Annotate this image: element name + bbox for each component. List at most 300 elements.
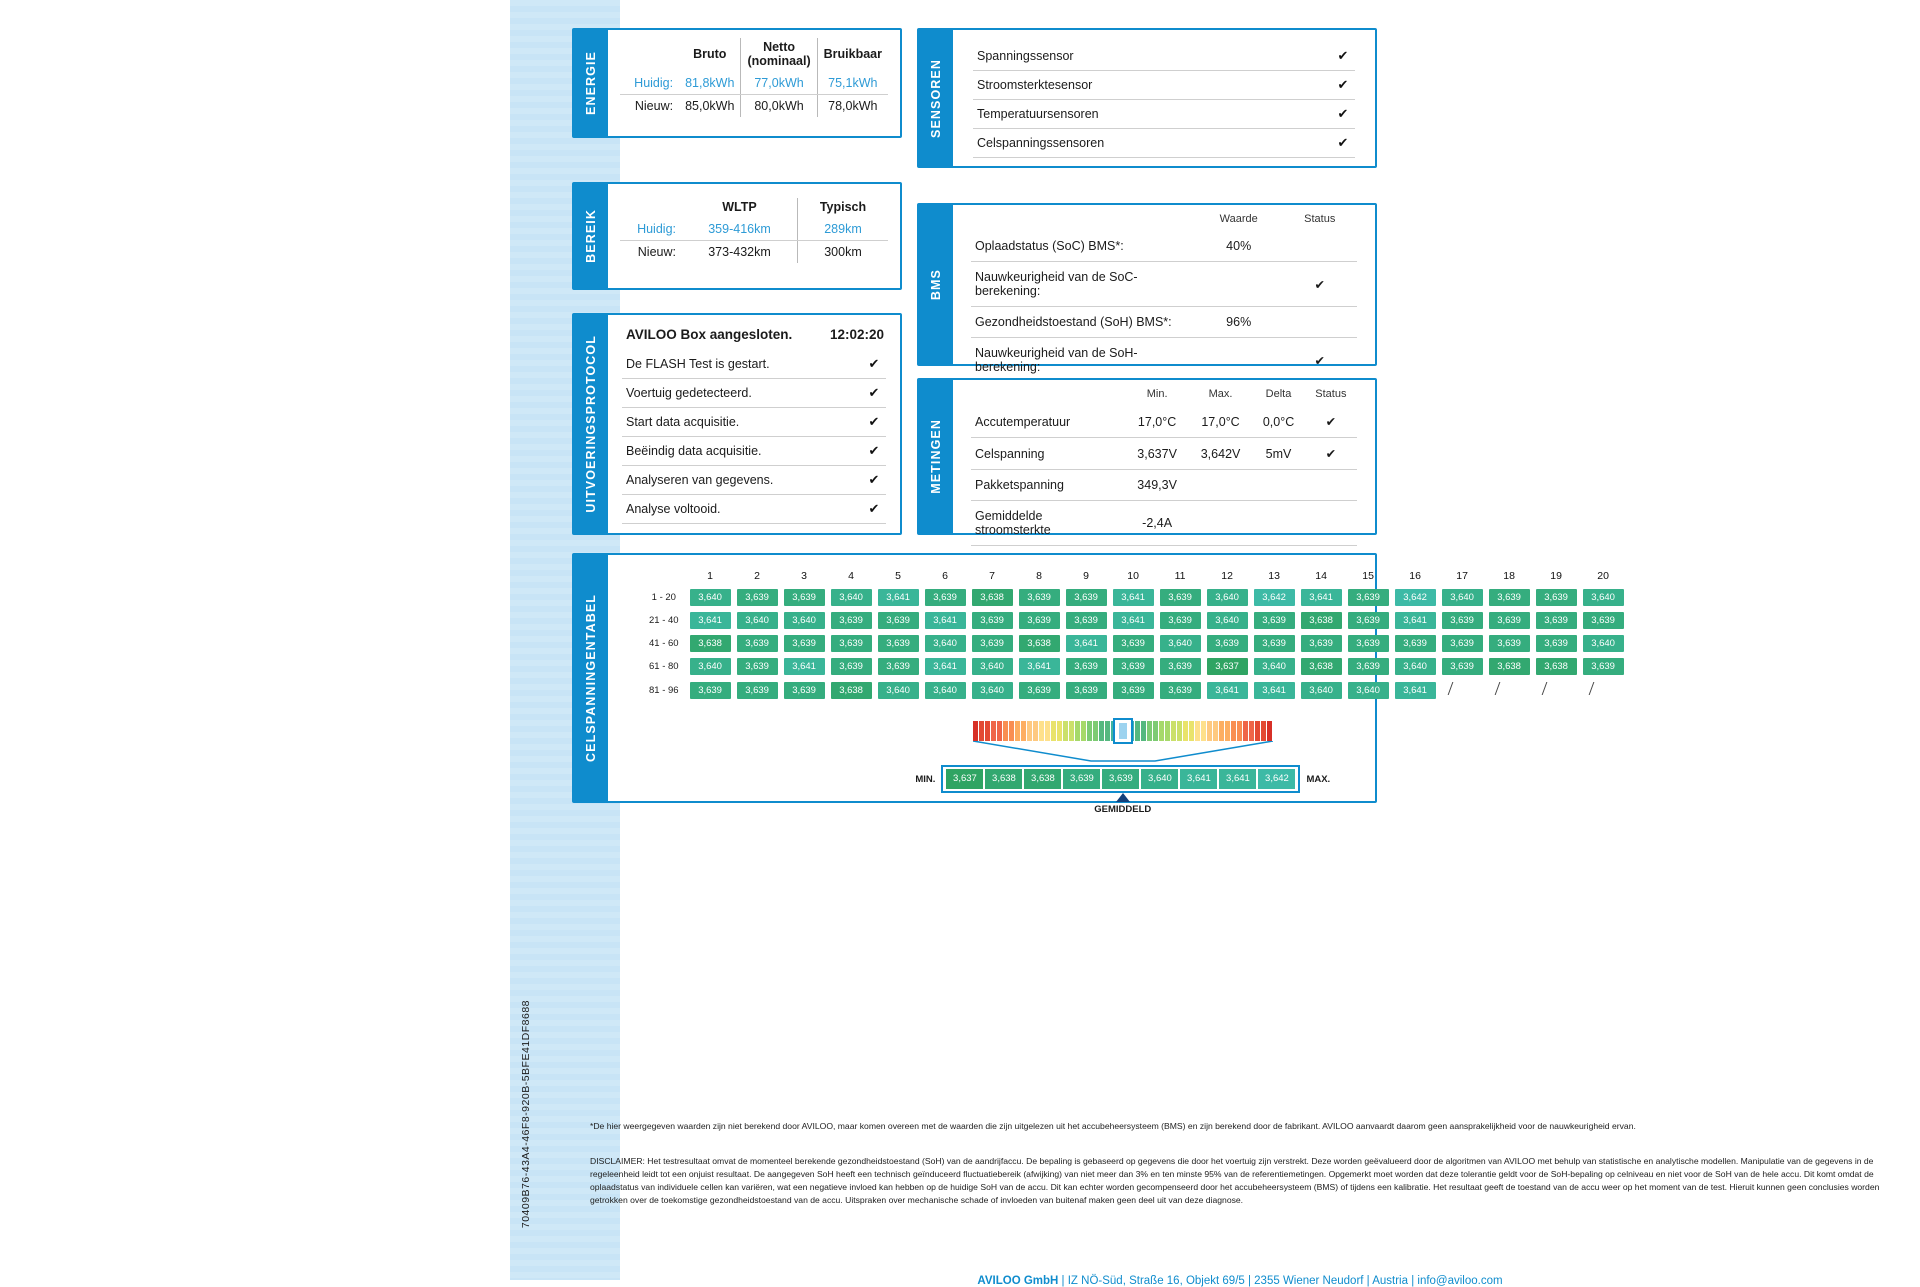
spectrum-segment: [1135, 721, 1140, 741]
cell-voltage: 3,639: [737, 635, 778, 652]
cell-voltage: 3,637: [1207, 658, 1248, 675]
cell-voltage: 3,641: [1254, 682, 1295, 699]
spectrum-segment: [1243, 721, 1248, 741]
cell-col-header: 11: [1174, 570, 1186, 582]
metingen-col-min: Min.: [1146, 388, 1168, 400]
cell-voltage: 3,639: [784, 635, 825, 652]
cell-voltage: 3,639: [1160, 612, 1201, 629]
cell-voltage: 3,640: [1583, 589, 1624, 606]
cell-col-header: 16: [1409, 570, 1421, 582]
bms-row-value: 96%: [1195, 307, 1283, 338]
spectrum-segment: [1201, 721, 1206, 741]
list-item: [622, 379, 886, 408]
energie-nieuw-bruto: 85,0kWh: [685, 99, 735, 113]
check-icon: ✔: [1337, 48, 1349, 63]
distribution-cell: 3,641: [1180, 769, 1217, 789]
cell-voltage: 3,640: [878, 682, 919, 699]
cell-voltage: 3,641: [878, 589, 919, 606]
spectrum-segment: [1021, 721, 1026, 741]
spectrum-segment: [1261, 721, 1266, 741]
cell-voltage: 3,639: [1536, 635, 1577, 652]
check-icon: ✔: [868, 443, 880, 458]
bereik-huidig-wltp: 359-416km: [682, 218, 797, 241]
cell-voltage: 3,640: [925, 635, 966, 652]
list-item: [973, 71, 1355, 100]
list-item: [622, 495, 886, 524]
cell-voltage: 3,639: [1489, 635, 1530, 652]
cell-voltage: 3,639: [1160, 658, 1201, 675]
bms-row-label: Nauwkeurigheid van de SoH-berekening:: [971, 338, 1195, 383]
spectrum-segment: [1213, 721, 1218, 741]
spectrum-segment: [1171, 721, 1176, 741]
table-row: [620, 241, 888, 264]
spectrum-segment: [1003, 721, 1008, 741]
check-icon: ✔: [1283, 262, 1357, 307]
bms-col-waarde: Waarde: [1219, 213, 1258, 225]
cell-voltage: 3,639: [1207, 635, 1248, 652]
bereik-huidig-typisch: 289km: [797, 218, 888, 241]
check-icon: ✔: [1305, 406, 1357, 438]
cell-voltage: 3,640: [1254, 658, 1295, 675]
voltage-spectrum-bar: [973, 721, 1273, 741]
cell-voltage: 3,639: [831, 658, 872, 675]
metingen-row-label: Gemiddelde stroomsterkte: [971, 501, 1125, 546]
list-item: [622, 350, 886, 379]
cell-voltage: 3,639: [972, 612, 1013, 629]
protocol-step-label: Voertuig gedetecteerd.: [626, 386, 752, 400]
cell-voltage: 3,641: [690, 612, 731, 629]
list-item: [973, 100, 1355, 129]
bms-row-value: [1195, 338, 1283, 383]
cell-voltage: 3,640: [1395, 658, 1436, 675]
bereik-header-wltp: WLTP: [722, 200, 757, 214]
cell-voltage: 3,639: [737, 658, 778, 675]
cell-voltage: 3,638: [1301, 612, 1342, 629]
spectrum-segment: [1099, 721, 1104, 741]
bms-row-status: [1283, 231, 1357, 262]
card-energie: [572, 28, 902, 138]
cell-voltage: 3,640: [925, 682, 966, 699]
energie-huidig-netto: 77,0kWh: [741, 72, 817, 95]
metingen-row-min: 17,0°C: [1125, 406, 1188, 438]
energie-nieuw-bruikbaar: 78,0kWh: [817, 95, 888, 118]
distribution-cell: 3,639: [1102, 769, 1139, 789]
energie-table: [620, 38, 888, 117]
cell-col-header: 5: [895, 570, 901, 582]
metingen-row-delta: 0,0°C: [1252, 406, 1305, 438]
sensor-label: Spanningssensor: [977, 49, 1074, 63]
protocol-time: 12:02:20: [829, 327, 884, 342]
metingen-row-max: [1189, 501, 1252, 546]
cell-row-label: 81 - 96: [649, 684, 679, 696]
protocol-step-label: Start data acquisitie.: [626, 415, 740, 429]
cell-voltage: 3,640: [1207, 589, 1248, 606]
cell-voltage: 3,642: [1395, 589, 1436, 606]
cell-col-header: 17: [1456, 570, 1468, 582]
cell-voltage: 3,639: [1536, 612, 1577, 629]
cell-voltage: 3,639: [1442, 635, 1483, 652]
table-row: [971, 338, 1357, 383]
check-icon: ✔: [1283, 338, 1357, 383]
footer-address: | IZ NÖ-Süd, Straße 16, Objekt 69/5 | 2355 Wiener Neudorf | Austria | info@aviloo.com: [1058, 1275, 1503, 1287]
metingen-table: [971, 386, 1357, 546]
energie-row-label: Nieuw:: [634, 99, 674, 113]
cell-voltage: 3,640: [1583, 635, 1624, 652]
cell-voltage: 3,639: [1019, 682, 1060, 699]
table-row: [971, 470, 1357, 501]
cell-col-header: 8: [1036, 570, 1042, 582]
cell-voltage: 3,640: [737, 612, 778, 629]
distribution-cell: 3,638: [1024, 769, 1061, 789]
card-tab-energie: ENERGIE: [574, 30, 608, 136]
cell-voltage: 3,641: [1395, 682, 1436, 699]
cell-voltage: 3,639: [1301, 635, 1342, 652]
card-metingen: [917, 378, 1377, 535]
spectrum-segment: [1183, 721, 1188, 741]
table-row: [648, 679, 1626, 701]
cell-voltage: 3,639: [878, 612, 919, 629]
cell-voltage: 3,641: [1113, 612, 1154, 629]
cell-voltage: 3,639: [1348, 635, 1389, 652]
spectrum-segment: [1231, 721, 1236, 741]
spectrum-segment: [1105, 721, 1110, 741]
minmax-distribution: [618, 765, 1628, 793]
cell-col-header: 19: [1550, 570, 1562, 582]
bereik-nieuw-typisch: 300km: [797, 241, 888, 264]
spectrum-segment: [1195, 721, 1200, 741]
spectrum-segment: [1075, 721, 1080, 741]
spectrum-segment: [1045, 721, 1050, 741]
cell-voltage: 3,639: [925, 589, 966, 606]
distribution-cell: 3,641: [1219, 769, 1256, 789]
cell-voltage: 3,638: [1301, 658, 1342, 675]
check-icon: ✔: [1305, 438, 1357, 470]
table-row: [620, 95, 888, 118]
metingen-row-max: 3,642V: [1189, 438, 1252, 470]
cell-col-header: 3: [801, 570, 807, 582]
bereik-header-typisch: Typisch: [797, 198, 888, 218]
distribution-cell: 3,638: [985, 769, 1022, 789]
cell-col-header: 9: [1083, 570, 1089, 582]
cell-voltage: 3,640: [690, 658, 731, 675]
spectrum-segment: [1147, 721, 1152, 741]
bereik-table: [620, 198, 888, 263]
check-icon: ✔: [868, 414, 880, 429]
cell-col-header: 18: [1503, 570, 1515, 582]
energie-header-bruikbaar: Bruikbaar: [817, 38, 888, 72]
spectrum-segment: [1141, 721, 1146, 741]
cell-voltage: 3,639: [1254, 612, 1295, 629]
cell-voltage: 3,639: [1489, 612, 1530, 629]
metingen-col-status: Status: [1315, 388, 1347, 400]
cell-voltage: 3,641: [784, 658, 825, 675]
protocol-step-label: De FLASH Test is gestart.: [626, 357, 770, 371]
cell-voltage: 3,641: [925, 612, 966, 629]
min-label: MIN.: [915, 773, 936, 785]
spectrum-funnel: [973, 741, 1273, 763]
bms-table: [971, 211, 1357, 383]
cell-voltage: 3,639: [1066, 612, 1107, 629]
cell-voltage: 3,639: [1442, 612, 1483, 629]
document-serial: 70409B76-43A4-46F8-920B-5BFE41DF8688: [520, 1000, 532, 1229]
bms-row-label: Gezondheidstoestand (SoH) BMS*:: [971, 307, 1195, 338]
spectrum-segment: [1081, 721, 1086, 741]
cell-empty: [1489, 680, 1530, 697]
table-row: [971, 231, 1357, 262]
bms-col-status: Status: [1304, 213, 1336, 225]
card-tab-bms: BMS: [919, 205, 953, 364]
bms-row-value: 40%: [1195, 231, 1283, 262]
check-icon: ✔: [1337, 106, 1349, 121]
cell-voltage: 3,641: [1019, 658, 1060, 675]
bereik-nieuw-wltp: 373-432km: [708, 245, 771, 259]
metingen-row-max: 17,0°C: [1189, 406, 1252, 438]
check-icon: ✔: [868, 356, 880, 371]
cell-voltage-grid: [646, 567, 1628, 703]
cell-voltage: 3,639: [1113, 682, 1154, 699]
cell-voltage: 3,640: [784, 612, 825, 629]
metingen-col-max: Max.: [1208, 388, 1233, 400]
spectrum-segment: [1207, 721, 1212, 741]
energie-header-row: [620, 38, 888, 72]
energie-header-netto: Netto (nominaal): [741, 38, 817, 72]
cell-voltage: 3,639: [1536, 589, 1577, 606]
cell-col-header: 10: [1127, 570, 1139, 582]
table-row: [648, 633, 1626, 654]
cell-voltage: 3,639: [690, 682, 731, 699]
spectrum-segment: [1159, 721, 1164, 741]
cell-col-header: 1: [707, 570, 713, 582]
cell-voltage: 3,639: [878, 635, 919, 652]
list-item: [973, 129, 1355, 158]
metingen-row-delta: 5mV: [1252, 438, 1305, 470]
sensor-label: Temperatuursensoren: [977, 107, 1099, 121]
spectrum-segment: [1177, 721, 1182, 741]
energie-huidig-bruto: 81,8kWh: [679, 72, 741, 95]
metingen-row-min: 3,637V: [1125, 438, 1188, 470]
list-item: [973, 42, 1355, 71]
distribution-box: [941, 765, 1300, 793]
spectrum-segment: [1237, 721, 1242, 741]
energie-header-bruto: Bruto: [693, 47, 727, 61]
spectrum-segment: [991, 721, 996, 741]
spectrum-segment: [997, 721, 1002, 741]
spectrum-segment: [1219, 721, 1224, 741]
cell-voltage: 3,638: [1536, 658, 1577, 675]
spectrum-segment: [1255, 721, 1260, 741]
max-label: MAX.: [1306, 773, 1331, 785]
spectrum-segment: [1093, 721, 1098, 741]
cell-empty: [1536, 680, 1577, 697]
footer-company: AVILOO GmbH: [977, 1275, 1059, 1287]
spectrum-segment: [1249, 721, 1254, 741]
table-row: [648, 587, 1626, 608]
cell-grid-header: [648, 569, 1626, 585]
cell-voltage: 3,640: [1160, 635, 1201, 652]
protocol-step-label: Analyse voltooid.: [626, 502, 721, 516]
average-label: GEMIDDELD: [1094, 804, 1152, 815]
cell-voltage: 3,641: [1301, 589, 1342, 606]
cell-voltage: 3,639: [784, 589, 825, 606]
spectrum-segment: [1189, 721, 1194, 741]
protocol-step-label: Analyseren van gegevens.: [626, 473, 774, 487]
spectrum-segment: [1009, 721, 1014, 741]
cell-voltage: 3,641: [925, 658, 966, 675]
footer-contact: [590, 1275, 1890, 1287]
spectrum-segment: [1033, 721, 1038, 741]
metingen-row-min: -2,4A: [1125, 501, 1188, 546]
cell-voltage: 3,639: [737, 589, 778, 606]
cell-voltage: 3,642: [1254, 589, 1295, 606]
cell-voltage: 3,638: [1019, 635, 1060, 652]
cell-voltage: 3,641: [1207, 682, 1248, 699]
energie-huidig-bruikbaar: 75,1kWh: [817, 72, 888, 95]
bms-row-status: [1283, 307, 1357, 338]
card-tab-bereik: BEREIK: [574, 184, 608, 288]
cell-empty: [1583, 680, 1624, 697]
cell-voltage: 3,638: [690, 635, 731, 652]
cell-voltage: 3,639: [878, 658, 919, 675]
cell-col-header: 20: [1597, 570, 1609, 582]
table-row: [971, 438, 1357, 470]
metingen-row-max: [1189, 470, 1252, 501]
metingen-row-delta: [1252, 501, 1305, 546]
card-bms: [917, 203, 1377, 374]
cell-row-label: 61 - 80: [649, 661, 679, 672]
cell-col-header: 12: [1221, 570, 1233, 582]
cell-col-header: 4: [848, 570, 854, 582]
spectrum-segment: [1015, 721, 1020, 741]
spectrum-segment: [973, 721, 978, 741]
card-tab-sensoren: SENSOREN: [919, 30, 953, 166]
bms-header-row: [971, 211, 1357, 231]
energie-row-label: Huidig:: [620, 72, 679, 95]
distribution-cell: 3,642: [1258, 769, 1295, 789]
cell-voltage: 3,639: [831, 635, 872, 652]
bms-row-label: Oplaadstatus (SoC) BMS*:: [971, 231, 1195, 262]
cell-voltage: 3,639: [972, 635, 1013, 652]
metingen-row-delta: [1252, 470, 1305, 501]
cell-voltage: 3,639: [1489, 589, 1530, 606]
cell-voltage: 3,640: [1301, 682, 1342, 699]
cell-voltage: 3,640: [1348, 682, 1389, 699]
cell-voltage: 3,641: [1395, 612, 1436, 629]
average-marker-icon: [1116, 793, 1130, 802]
card-celspanningentabel: [572, 553, 1615, 815]
metingen-row-min: 349,3V: [1125, 470, 1188, 501]
metingen-row-label: Celspanning: [971, 438, 1125, 470]
cell-voltage: 3,639: [1583, 658, 1624, 675]
metingen-row-label: Pakketspanning: [971, 470, 1125, 501]
bereik-row-label: Huidig:: [620, 218, 682, 241]
spectrum-segment: [1087, 721, 1092, 741]
metingen-row-status: [1305, 501, 1357, 546]
disclaimer-text: DISCLAIMER: Het testresultaat omvat de momenteel berekende gezondheidstoestand (SoH) van de aandrijfaccu. De bepaling is gebaseerd op gegevens die door het voertuig zijn verstrekt. Deze worden geëvalueerd door de algoritmen van AVILOO met behulp van statistische en analytische modellen. Manipulatie van de gegevens in de regeleenheid leidt tot een onjuist resultaat. De aangegeven SoH heeft een technisch geïnduceerd fluctuatiebereik (afwijking) van niet meer dan 3% en ten minste 95% van de referentiemetingen. Opgemerkt moet worden dat deze tolerantie geldt voor de SoH-bepaling op celniveau en niet voor de SoH van de hele accu. Dit komt omdat de oplaadstatus van individuele cellen kan variëren, wat een negatieve invloed kan hebben op de huidige SoH van de accu. Dit kan echter worden gecompenseerd door het accubeheersysteem (BMS) of tijdens een kalibratie. Het resultaat geeft de toestand van de accu weer op het moment van de test. Hieruit kunnen geen conclusies worden getrokken over de toekomstige gezondheidstoestand van de accu. Uitspraken over mechanische schade of invloeden van buitenaf maken geen deel uit van deze diagnose.: [590, 1156, 1880, 1205]
cell-voltage: 3,639: [1254, 635, 1295, 652]
card-tab-protocol: UITVOERINGSPROTOCOL: [574, 315, 608, 533]
metingen-row-label: Accutemperatuur: [971, 406, 1125, 438]
cell-voltage: 3,638: [972, 589, 1013, 606]
cell-col-header: 15: [1362, 570, 1374, 582]
cell-voltage: 3,638: [831, 682, 872, 699]
cell-voltage: 3,639: [1066, 682, 1107, 699]
spectrum-segment: [1267, 721, 1272, 741]
metingen-row-status: [1305, 470, 1357, 501]
cell-voltage: 3,639: [1348, 658, 1389, 675]
spectrum-segment: [1069, 721, 1074, 741]
sensor-label: Celspanningssensoren: [977, 136, 1105, 150]
energie-nieuw-netto: 80,0kWh: [741, 95, 817, 118]
list-item: [622, 437, 886, 466]
spectrum-segment: [1063, 721, 1068, 741]
cell-voltage: 3,639: [1019, 589, 1060, 606]
table-row: [971, 406, 1357, 438]
cell-voltage: 3,641: [1066, 635, 1107, 652]
check-icon: ✔: [1337, 77, 1349, 92]
spectrum-segment: [1057, 721, 1062, 741]
spectrum-segment: [1153, 721, 1158, 741]
cell-col-header: 6: [942, 570, 948, 582]
cell-voltage: 3,639: [784, 682, 825, 699]
cell-voltage: 3,640: [1207, 612, 1248, 629]
table-row: [648, 610, 1626, 631]
distribution-cell: 3,640: [1141, 769, 1178, 789]
protocol-title: AVILOO Box aangesloten.: [626, 327, 793, 342]
cell-voltage: 3,639: [831, 612, 872, 629]
table-row: [971, 501, 1357, 546]
cell-voltage: 3,639: [1113, 635, 1154, 652]
footnote-text: *De hier weergegeven waarden zijn niet berekend door AVILOO, maar komen overeen met de waarden die zijn uitgelezen uit het accubeheersysteem (BMS) en zijn berekend door de fabrikant. AVILOO aanvaardt daarom geen aansprakelijkheid voor de nauwkeurigheid ervan.: [590, 1121, 1636, 1131]
bms-row-label: Nauwkeurigheid van de SoC-berekening:: [971, 262, 1195, 307]
funnel-shape: [973, 741, 1273, 763]
cell-voltage: 3,639: [1583, 612, 1624, 629]
spectrum-segment: [1027, 721, 1032, 741]
cell-row-label: 41 - 60: [649, 638, 679, 649]
cell-voltage: 3,638: [1489, 658, 1530, 675]
cell-row-label: 1 - 20: [651, 592, 676, 603]
cell-voltage: 3,639: [1348, 612, 1389, 629]
cell-voltage: 3,639: [1160, 589, 1201, 606]
cell-col-header: 13: [1268, 570, 1280, 582]
spectrum-segment: [1051, 721, 1056, 741]
cell-voltage: 3,639: [1395, 635, 1436, 652]
check-icon: ✔: [868, 385, 880, 400]
cell-voltage: 3,641: [1113, 589, 1154, 606]
card-sensoren: [917, 28, 1377, 168]
bereik-row-label: Nieuw:: [637, 245, 676, 259]
spectrum-segment: [1225, 721, 1230, 741]
list-item: [622, 408, 886, 437]
protocol-step-label: Beëindig data acquisitie.: [626, 444, 762, 458]
distribution-cell: 3,637: [946, 769, 983, 789]
spectrum-marker-inner: [1119, 723, 1127, 739]
cell-row-label: 21 - 40: [649, 615, 679, 626]
check-icon: ✔: [1337, 135, 1349, 150]
metingen-col-delta: Delta: [1265, 388, 1292, 400]
cell-voltage: 3,639: [1019, 612, 1060, 629]
bms-row-value: [1195, 262, 1283, 307]
cell-voltage: 3,639: [1066, 589, 1107, 606]
check-icon: ✔: [868, 472, 880, 487]
protocol-header: [622, 325, 886, 350]
cell-voltage: 3,639: [1160, 682, 1201, 699]
bereik-header-row: [620, 198, 888, 218]
card-tab-metingen: METINGEN: [919, 380, 953, 533]
cell-voltage: 3,639: [1113, 658, 1154, 675]
cell-voltage: 3,639: [737, 682, 778, 699]
cell-voltage: 3,640: [972, 658, 1013, 675]
metingen-header-row: [971, 386, 1357, 406]
